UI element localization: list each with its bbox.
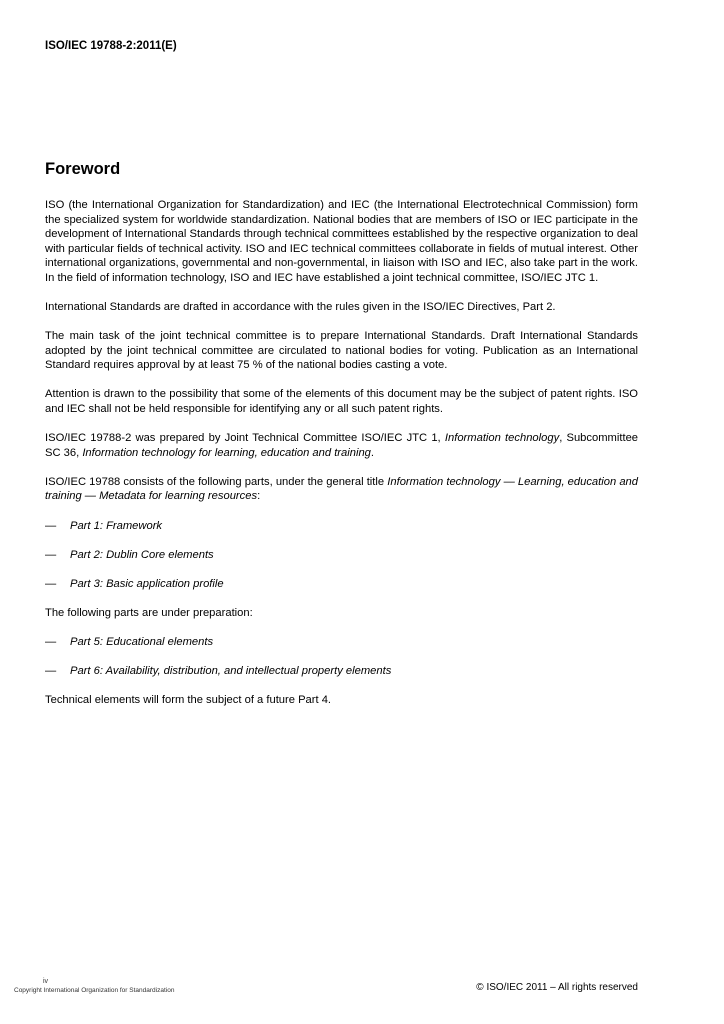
text-segment: . xyxy=(370,446,374,459)
text-segment: : xyxy=(257,490,261,503)
text-segment-italic: Information technology for learning, education and training xyxy=(82,446,371,459)
list-item-label: Part 2: Dublin Core elements xyxy=(70,548,214,561)
list-dash: — xyxy=(45,577,57,590)
list-item xyxy=(45,519,638,534)
copyright-notice: © ISO/IEC 2011 – All rights reserved xyxy=(476,982,638,993)
list-item-label: Part 1: Framework xyxy=(70,519,163,532)
list-item xyxy=(45,577,638,592)
text-segment: ISO/IEC 19788-2 was prepared by Joint Technical Committee ISO/IEC JTC 1, xyxy=(45,432,445,445)
text-segment-italic: Information technology — Learning, education and training — Metadata for learning resources xyxy=(45,475,638,503)
copyright-watermark: Copyright International Organization for Standardization xyxy=(14,987,175,994)
page-number: iv xyxy=(43,978,49,985)
text-segment: ISO/IEC 19788 consists of the following parts, under the general title xyxy=(45,475,388,488)
foreword-body xyxy=(45,198,638,722)
document-id-header: ISO/IEC 19788-2:2011(E) xyxy=(45,40,177,52)
paragraph-future-part: Technical elements will form the subject of a future Part 4. xyxy=(45,694,332,707)
paragraph-directives: International Standards are drafted in accordance with the rules given in the ISO/IEC Directives, Part 2. xyxy=(45,301,556,314)
paragraph-main-task: The main task of the joint technical committee is to prepare International Standards. Draft International Standards adopted by the joint technical committee are circulated to national bodies for voting. Publication as an International Standard requires approval by at least 75 % of the national bodies casting a vote. xyxy=(45,330,638,372)
paragraph-prepared-by xyxy=(45,431,638,460)
list-item xyxy=(45,548,638,563)
list-dash: — xyxy=(45,548,57,561)
list-item-label: Part 6: Availability, distribution, and intellectual property elements xyxy=(70,664,392,677)
text-segment-italic: Information technology xyxy=(444,432,560,445)
list-item-label: Part 5: Educational elements xyxy=(70,635,214,648)
list-item xyxy=(45,635,638,650)
list-item xyxy=(45,664,638,679)
text-segment: , Subcommittee SC 36, xyxy=(45,432,639,459)
paragraph-parts-intro xyxy=(45,475,638,504)
list-dash: — xyxy=(45,664,57,677)
paragraph-patent: Attention is drawn to the possibility that some of the elements of this document may be the subject of patent rights. ISO and IEC shall not be held responsible for identifying any or all such patent rights. xyxy=(45,388,638,416)
list-dash: — xyxy=(45,635,57,648)
list-dash: — xyxy=(45,519,57,532)
page-title: Foreword xyxy=(45,160,121,178)
paragraph-under-preparation: The following parts are under preparation: xyxy=(45,606,253,619)
paragraph-intro: ISO (the International Organization for Standardization) and IEC (the International Electrotechnical Commission) form the specialized system for worldwide standardization. National bodies that are members of ISO or IEC participate in the development of International Standards through technical committees established by the respective organization to deal with particular fields of technical activity. ISO and IEC technical committees collaborate in fields of mutual interest. Other international organizations, governmental and non-governmental, in liaison with ISO and IEC, also take part in the work. In the field of information technology, ISO and IEC have established a joint technical committee, ISO/IEC JTC 1. xyxy=(45,199,638,284)
list-item-label: Part 3: Basic application profile xyxy=(70,577,224,590)
